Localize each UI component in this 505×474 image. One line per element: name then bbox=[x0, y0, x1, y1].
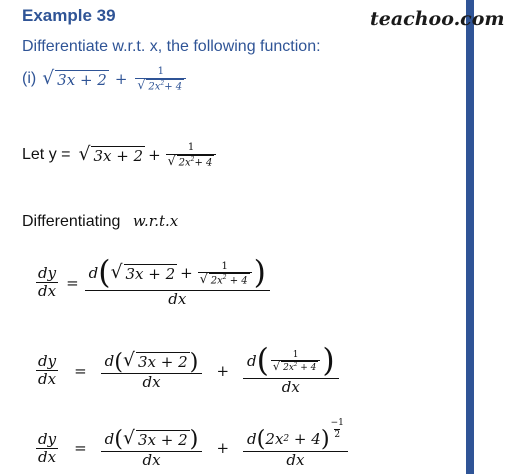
question-text: Differentiate w.r.t. x, the following function: bbox=[22, 38, 321, 55]
let-y-line bbox=[22, 142, 218, 168]
part-i-expression bbox=[22, 66, 188, 92]
right-accent-bar bbox=[466, 0, 474, 474]
derivative-step-2: $\frac{dy}{dx}$ = d ( √ 3x + 2 ) dx + d ( 1 √ $2x^2 + 4$ ) dx bbox=[34, 346, 339, 396]
example-title: Example 39 bbox=[22, 6, 116, 25]
let-label: Let y = bbox=[22, 146, 71, 163]
derivative-step-1: $\frac{dy}{dx}$ = d ( √ 3x + 2 + 1 √ $2x^2 + 4$ ) dx bbox=[34, 258, 270, 308]
let-expression: √ 3x + 2 + 1 √ $2x^2+ 4$ bbox=[78, 142, 218, 168]
derivative-step-3: $\frac{dy}{dx}$ = d ( √ 3x + 2 ) dx + d ( 2x 2 + 4 ) −1 2 dx bbox=[34, 428, 348, 469]
differentiating-line bbox=[22, 212, 178, 231]
diff-wrt: w.r.t.x bbox=[132, 212, 179, 230]
expression-function: √ 3x + 2 + 1 √ $2x^2+ 4$ bbox=[42, 66, 188, 92]
teachoo-logo: teachoo.com bbox=[370, 8, 505, 30]
part-label: (i) bbox=[22, 70, 37, 87]
diff-label: Differentiating bbox=[22, 213, 121, 230]
